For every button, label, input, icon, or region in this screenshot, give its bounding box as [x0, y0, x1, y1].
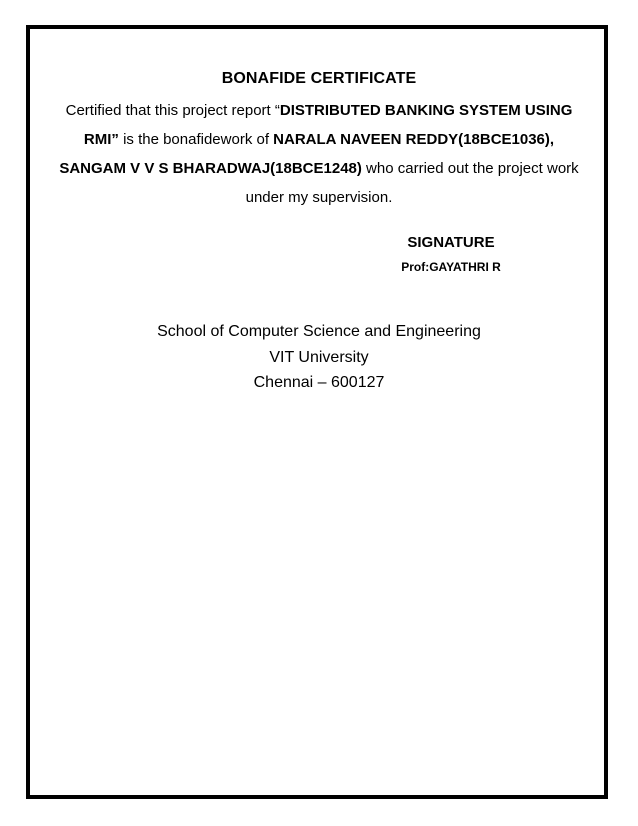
signature-label: SIGNATURE [407, 234, 495, 251]
student-1: NARALA NAVEEN REDDY(18BCE1036), [273, 131, 555, 148]
project-title: DISTRIBUTED BANKING SYSTEM USING RMI” [83, 102, 573, 148]
body-mid: is the bonafidework of [118, 131, 274, 148]
student-2: SANGAM V V S BHARADWAJ(18BCE1248) [59, 160, 362, 177]
body-outro: who carried out the project work under my supervision. [245, 160, 579, 206]
city-address: Chennai – 600127 [253, 374, 385, 391]
supervisor-name: Prof:GAYATHRI R [401, 260, 501, 274]
certificate-title: BONAFIDE CERTIFICATE [221, 70, 417, 87]
university-name: VIT University [269, 349, 369, 366]
certificate-body [56, 96, 582, 212]
school-name: School of Computer Science and Engineering [157, 323, 481, 340]
body-intro: Certified that this project report “ [65, 102, 280, 119]
